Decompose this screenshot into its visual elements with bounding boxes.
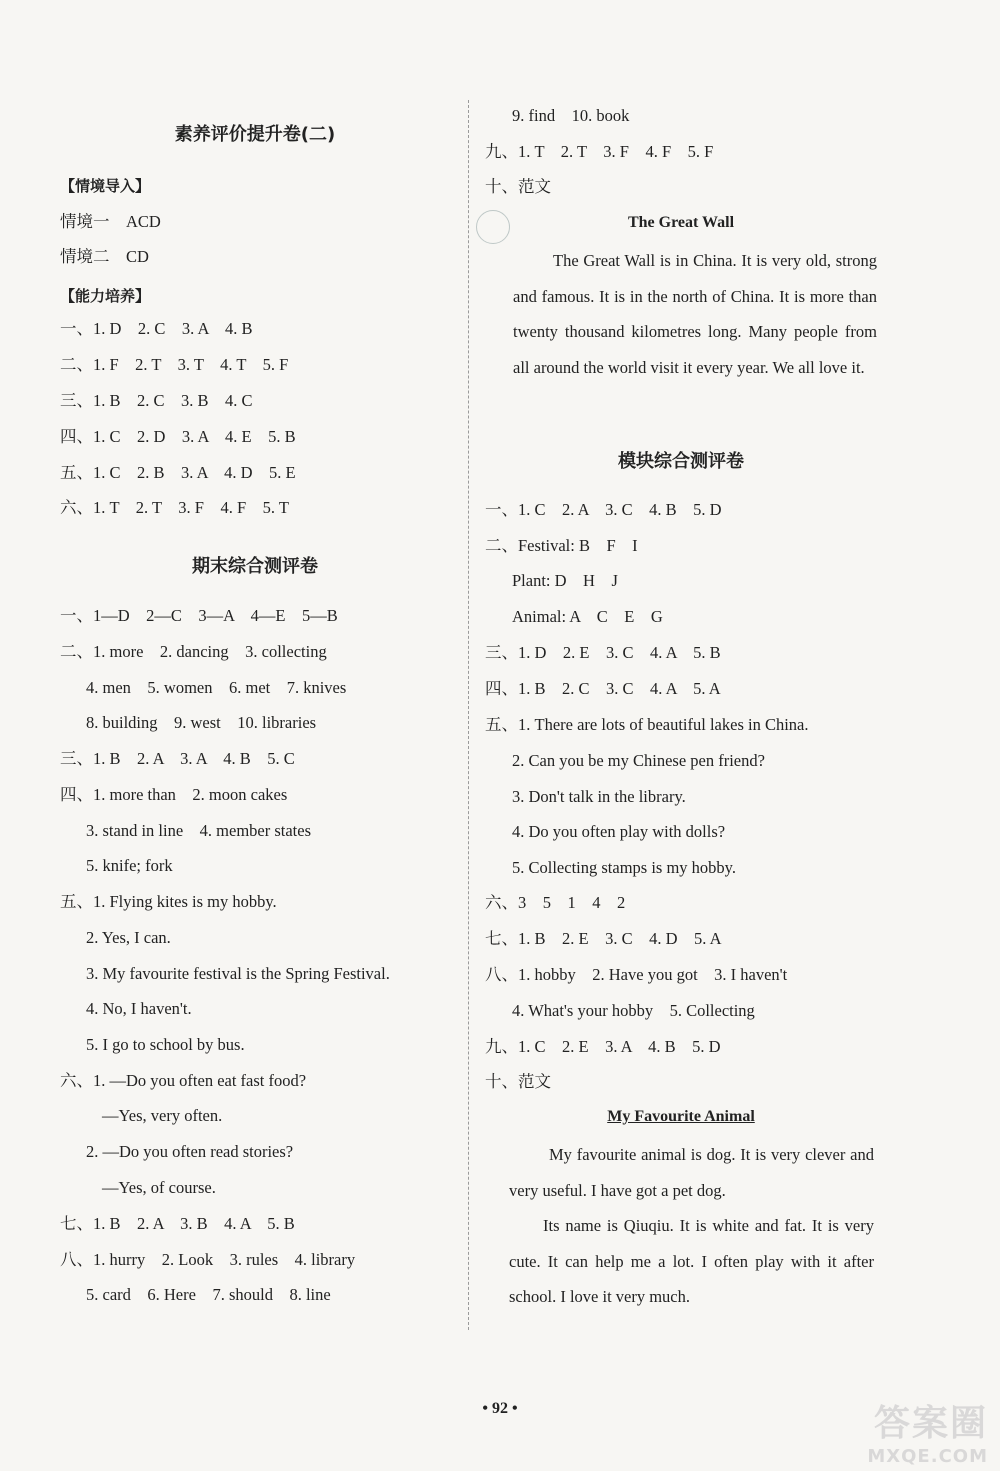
answer-line: 十、范文 [485, 1072, 551, 1091]
answer-line: 一、1. D 2. C 3. A 4. B [60, 319, 253, 338]
answer-line: 8. building 9. west 10. libraries [86, 713, 317, 732]
answer-line: 3. stand in line 4. member states [86, 821, 311, 840]
column-divider [468, 100, 469, 1330]
answer-line: 五、1. Flying kites is my hobby. [60, 892, 277, 911]
essay-paragraph: My favourite animal is dog. It is very clever and very useful. I have got a pet dog. [509, 1145, 874, 1200]
answer-line: 五、1. There are lots of beautiful lakes in China. [485, 715, 809, 734]
page-number-value: 92 [492, 1400, 508, 1417]
answer-line: 2. Can you be my Chinese pen friend? [512, 751, 765, 770]
answer-line: —Yes, of course. [102, 1178, 216, 1197]
answer-line: 一、1. C 2. A 3. C 4. B 5. D [485, 500, 722, 519]
answer-line: 五、1. C 2. B 3. A 4. D 5. E [60, 463, 296, 482]
watermark-logo [798, 1395, 988, 1467]
essay-title-great-wall: The Great Wall [627, 214, 735, 231]
answer-line: Plant: D H J [512, 571, 618, 590]
answer-line: 3. My favourite festival is the Spring Festival. [86, 964, 390, 983]
answer-line: 七、1. B 2. E 3. C 4. D 5. A [485, 929, 722, 948]
essay-paragraph: The Great Wall is in China. It is very old, strong and famous. It is in the north of China. It is more than twenty thousand kilometres long. Many people from all around the world visit it every year. We all love it. [513, 251, 877, 377]
answer-line: 七、1. B 2. A 3. B 4. A 5. B [60, 1214, 295, 1233]
section-title-quality-test: 素养评价提升卷(二) [174, 124, 336, 145]
essay-paragraph: Its name is Qiuqiu. It is white and fat. It is very cute. It can help me a lot. I often play with it after school. I love it very much. [509, 1216, 874, 1306]
essay-title-favourite-animal: My Favourite Animal [607, 1108, 755, 1125]
section-title-final-test: 期末综合测评卷 [192, 556, 318, 577]
answer-line: 情境一 ACD [60, 212, 161, 231]
answer-line: 5. I go to school by bus. [86, 1035, 245, 1054]
answer-line: 4. What's your hobby 5. Collecting [512, 1001, 755, 1020]
answer-line: 四、1. C 2. D 3. A 4. E 5. B [60, 427, 296, 446]
answer-line: 九、1. C 2. E 3. A 4. B 5. D [485, 1037, 721, 1056]
answer-line: 二、1. F 2. T 3. T 4. T 5. F [60, 355, 289, 374]
answer-line: 4. No, I haven't. [86, 999, 192, 1018]
answer-line: —Yes, very often. [102, 1106, 223, 1125]
answer-line: 情境二 CD [60, 247, 149, 266]
answer-line: 4. men 5. women 6. met 7. knives [86, 678, 347, 697]
answer-line: 5. knife; fork [86, 856, 173, 875]
answer-line: 一、1—D 2—C 3—A 4—E 5—B [60, 606, 338, 625]
answer-line: 三、1. B 2. A 3. A 4. B 5. C [60, 749, 295, 768]
answer-line: 四、1. more than 2. moon cakes [60, 785, 288, 804]
page-number: • 92 • [482, 1400, 518, 1417]
answer-line: 9. find 10. book [512, 106, 630, 125]
answer-line: 2. Yes, I can. [86, 928, 171, 947]
answer-line: 四、1. B 2. C 3. C 4. A 5. A [485, 679, 721, 698]
watermark-text: 答案圈 [873, 1403, 988, 1444]
answer-line: 三、1. D 2. E 3. C 4. A 5. B [485, 643, 721, 662]
answer-line: 二、Festival: B F I [485, 536, 638, 555]
watermark-url: MXQE.COM [867, 1446, 988, 1467]
answer-line: 3. Don't talk in the library. [512, 787, 686, 806]
answer-line: 六、1. T 2. T 3. F 4. F 5. T [60, 498, 289, 517]
answer-line: 4. Do you often play with dolls? [512, 822, 726, 841]
answer-line: Animal: A C E G [512, 607, 663, 626]
answer-line: 六、1. —Do you often eat fast food? [60, 1071, 307, 1090]
answer-line: 二、1. more 2. dancing 3. collecting [60, 642, 327, 661]
answer-line: 5. card 6. Here 7. should 8. line [86, 1285, 331, 1304]
answer-line: 八、1. hobby 2. Have you got 3. I haven't [485, 965, 788, 984]
answer-line: 九、1. T 2. T 3. F 4. F 5. F [485, 142, 714, 161]
tag-ability-training: 【能力培养】 [60, 287, 151, 305]
answer-line: 六、3 5 1 4 2 [485, 893, 626, 912]
answer-line: 2. —Do you often read stories? [86, 1142, 294, 1161]
answer-line: 5. Collecting stamps is my hobby. [512, 858, 736, 877]
tag-situation-intro: 【情境导入】 [60, 177, 151, 195]
section-title-module-test: 模块综合测评卷 [618, 451, 744, 472]
answer-line: 三、1. B 2. C 3. B 4. C [60, 391, 253, 410]
answer-line: 十、范文 [485, 177, 551, 196]
answer-line: 八、1. hurry 2. Look 3. rules 4. library [60, 1250, 356, 1269]
